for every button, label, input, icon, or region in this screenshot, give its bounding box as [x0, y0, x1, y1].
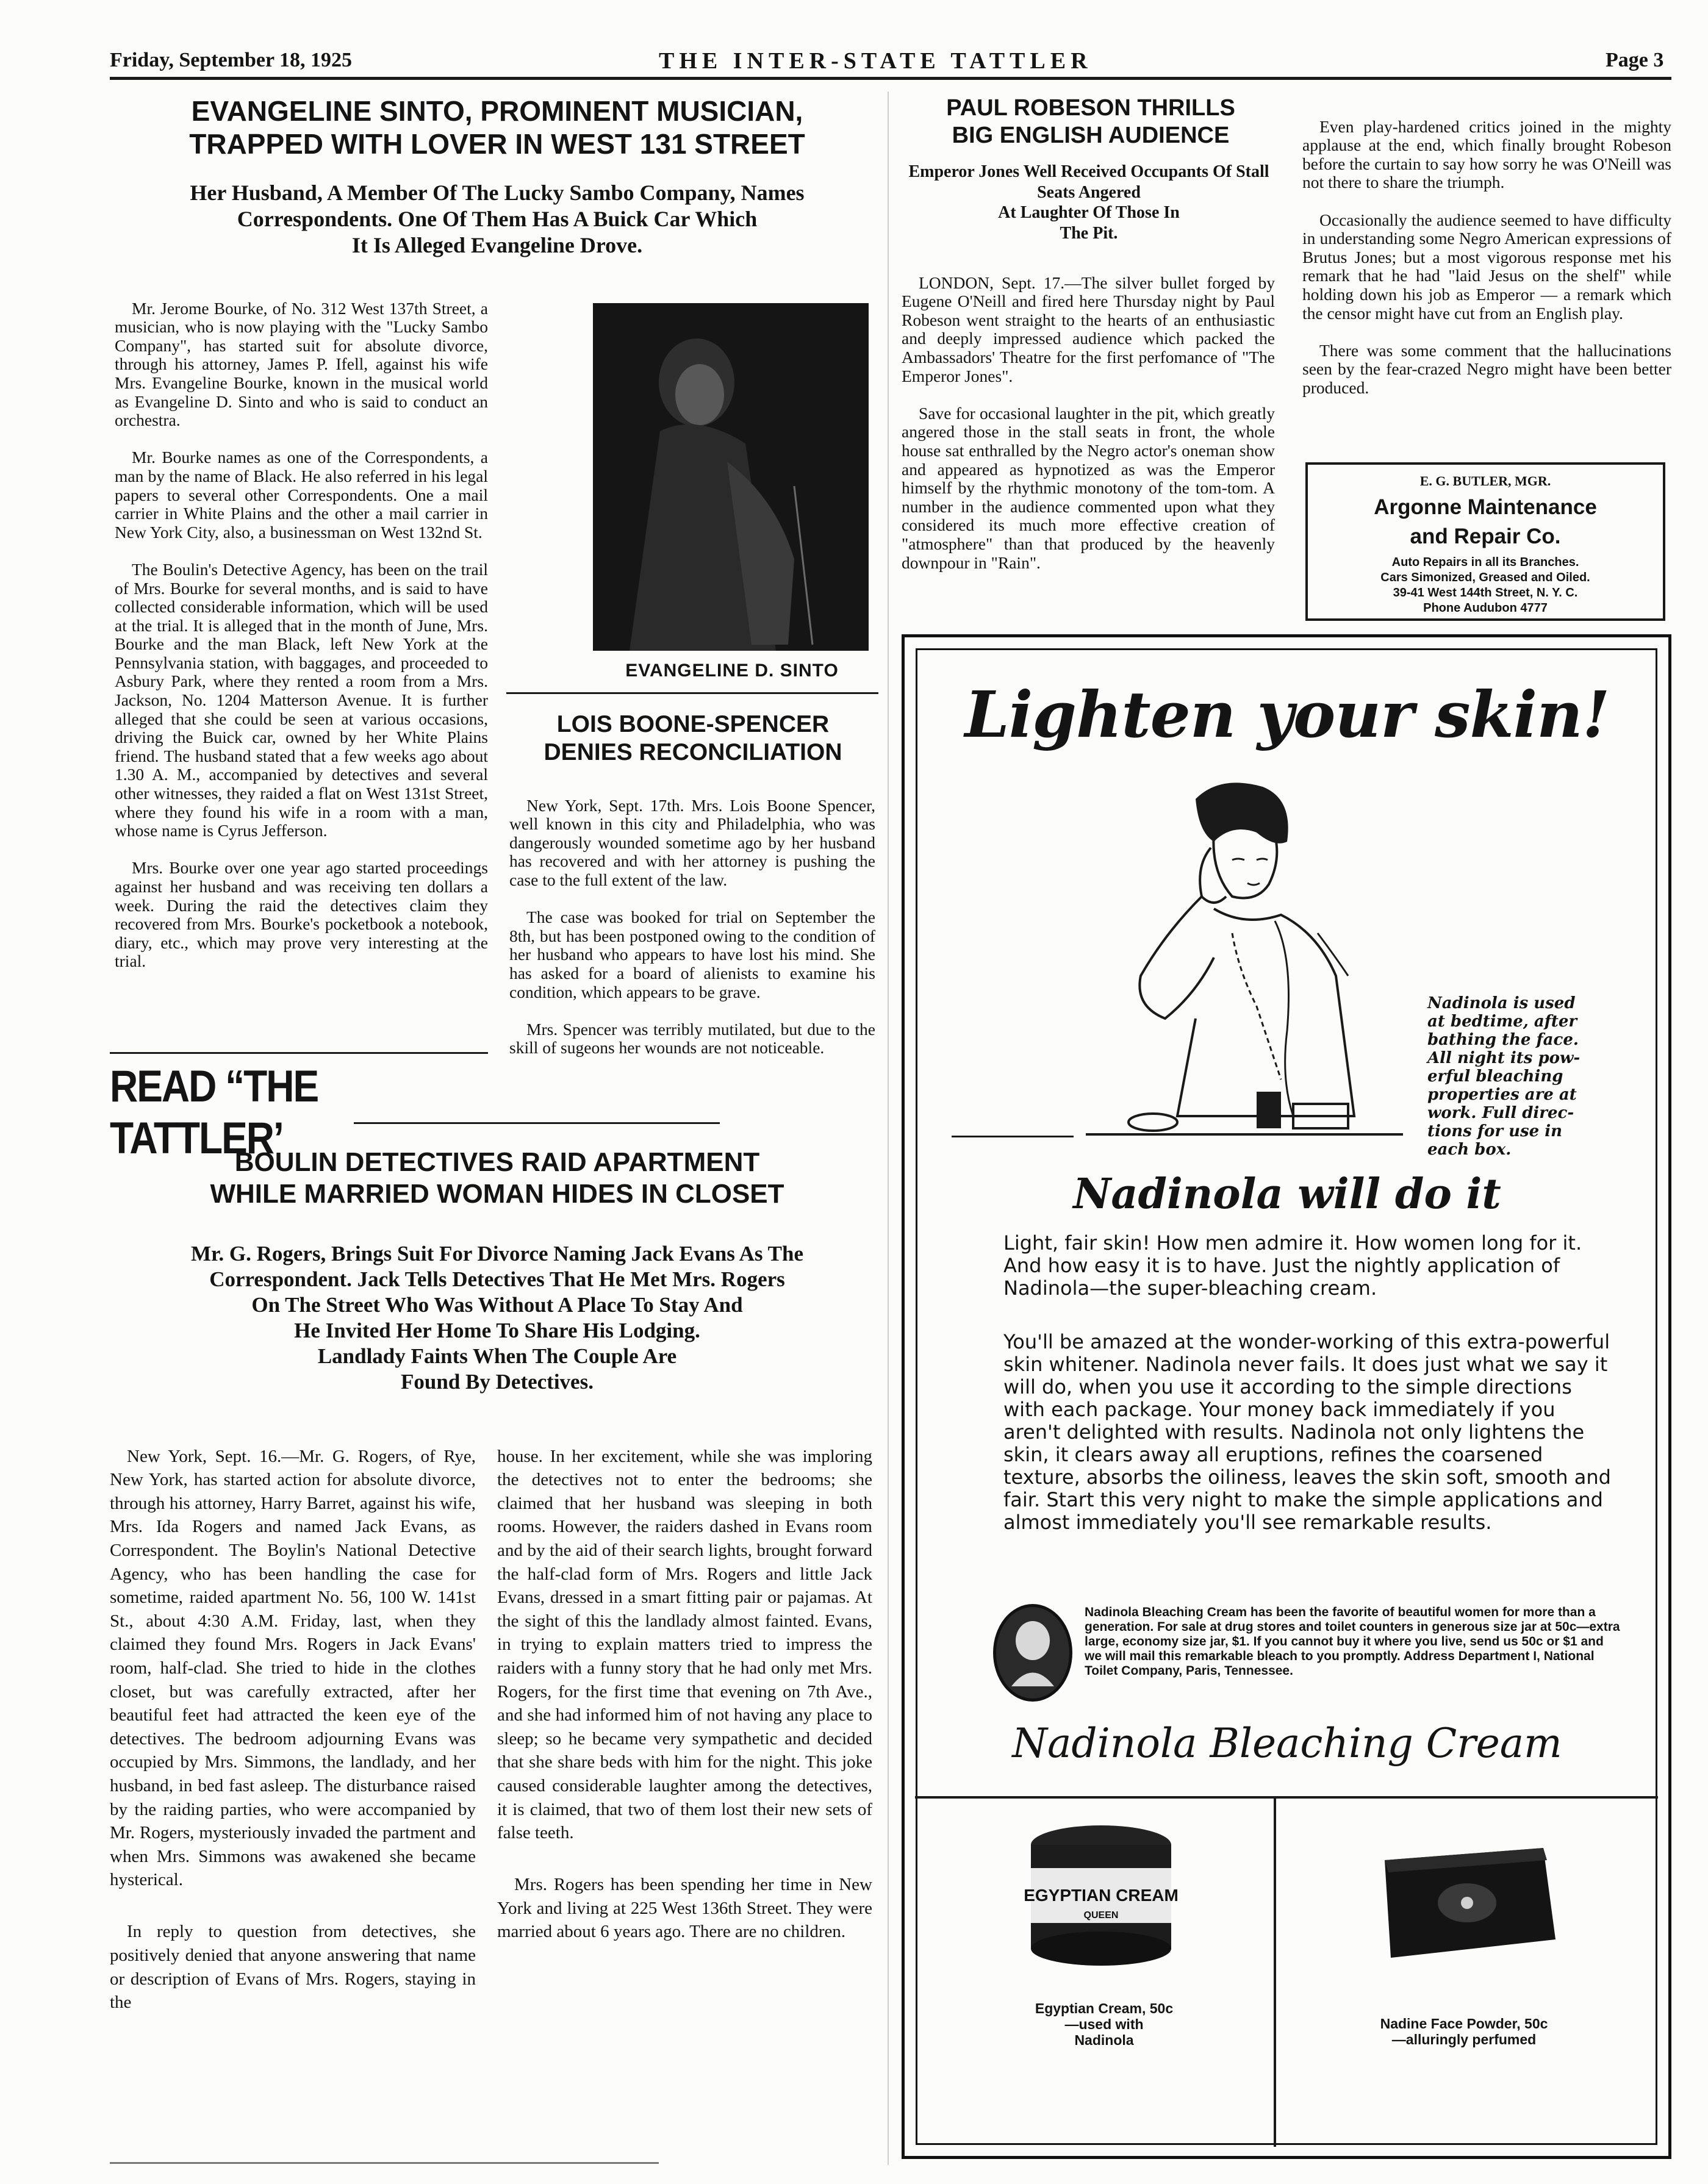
masthead-date: Friday, September 18, 1925	[110, 49, 352, 71]
sinto-photo	[593, 303, 869, 651]
robeson-paragraph: Save for occasional laughter in the pit, which greatly angered those in the stall seats in front, the whole house sat enthralled by the Negro actor's oneman show and appeared as hypnotized as was the Emperor himself by the rhythmic monotony of the tom-tom. A number in the audience commented upon what they considered its much more effective creation of "atmosphere" than that produced by the heavenly downpour in "Rain".	[902, 403, 1275, 572]
product-1-caption: Egyptian Cream, 50c —used with Nadinola	[1035, 2000, 1174, 2048]
sinto-paragraph: Mr. Bourke names as one of the Correspondents, a man by the name of Black. He also referred in his legal papers to several other Correspondents. One a mail carrier in White Plains and the other a mail carrier in New York City, also, a businessman on West 132nd St.	[115, 448, 488, 542]
robeson-paragraph: Occasionally the audience seemed to have difficulty in understanding some Negro American expressions of Brutus Jones; but a most vigorous response met his remark that he had "laid Jesus on the shelf" while holding down his job as Emperor — a remark which the censor might have cut from an English play.	[1302, 210, 1671, 323]
sinto-paragraph: Mrs. Bourke over one year ago started proceedings against her husband and was receiving ten dollars a week. During the raid the detectives claim they recovered from Mrs. Bourke's pocketbook a notebook, diary, etc., which may prove very interesting at the trial.	[115, 858, 488, 971]
cream-jar-icon	[1025, 1821, 1177, 1967]
face-powder-box	[1366, 1836, 1562, 1970]
nadinola-tagline: Nadinola will do it	[1073, 1170, 1501, 1219]
read-the-tattler-banner: READ “THE TATTLER’	[110, 1061, 318, 1164]
powder-box-icon	[1366, 1836, 1562, 1970]
nadinola-logo: Nadinola Bleaching Cream	[1012, 1720, 1562, 1767]
boulin-column-2	[497, 1421, 872, 1967]
robeson-column-1	[902, 255, 1275, 591]
boulin-paragraph: house. In her excitement, while she was imploring the detectives not to enter the bedrooms; she claimed that her husband was sleeping in both rooms. However, the raiders dashed in Evans room and by the aid of their search lights, brought forward the half-clad form of Mrs. Rogers and little Jack Evans, dressed in a smart fitting pair or pajamas. At the sight of this the landlady almost fainted. Evans, in trying to explain matters tried to impress the raiders with a funny story that he had only met Mrs. Rogers, for the first time that evening on 7th Ave., and she had informed him of not having any place to sleep; so he became very sympathetic and decided that she share beds with him for the night. This joke caused considerable laughter among the detectives, it is claimed, that two of them lost their new sets of false teeth.	[497, 1446, 872, 1843]
boone-paragraph: Mrs. Spencer was terribly mutilated, but due to the skill of sugeons her wounds are not noticeable.	[509, 1019, 875, 1058]
cameo-bust-icon	[996, 1607, 1069, 1699]
masthead-rule	[110, 77, 1671, 80]
jar-label: EGYPTIAN CREAM	[1025, 1886, 1177, 1905]
bottom-rule	[110, 2162, 659, 2164]
product-2-caption: Nadine Face Powder, 50c —alluringly perfumed	[1380, 2016, 1548, 2047]
boone-body	[509, 778, 875, 1076]
divider	[354, 1122, 720, 1124]
butler-company-name: Argonne Maintenance and Repair Co.	[1374, 495, 1597, 548]
divider	[110, 1052, 488, 1054]
nadinola-copy-2: You'll be amazed at the wonder-working of this extra-powerful skin whitener. Nadinola never fails. It does just what we say it will do, when you use it according to the simple directions with each package. Your money back immediately if you aren't delighted with results. Nadinola not only lightens the skin, it clears away all eruptions, refines the coarsened texture, absorbs the oiliness, leaves the skin soft, smooth and fair. Start this very night to make the simple applications and almost immediately you'll see remarkable results.	[1003, 1330, 1611, 1534]
robeson-paragraph: Even play-hardened critics joined in the mighty applause at the end, which finally brought Robeson before the curtain to say how sorry he was O'Neill was not there to share the triumph.	[1302, 116, 1671, 192]
nadinola-medallion	[993, 1604, 1072, 1702]
boulin-column-1	[110, 1421, 476, 2038]
butler-ad	[1305, 462, 1665, 621]
boone-paragraph: New York, Sept. 17th. Mrs. Lois Boone Spencer, well known in this city and Philadelphia, who was dangerously wounded sometime ago by her husband has recovered and with her attorney is pushing the case to the full extent of the law.	[509, 795, 875, 889]
egyptian-cream-jar	[1025, 1821, 1177, 1967]
robeson-column-2	[1302, 99, 1671, 416]
sinto-body	[115, 281, 488, 990]
boulin-deck: Mr. G. Rogers, Brings Suit For Divorce Naming Jack Evans As The Correspondent. Jack Tells Detectives That He Met Mrs. Rogers On The Street Who Was Without A Place To Stay And He Invited Her Home To Share His Lodging. Landlady Faints When The Couple Are Found By Detectives.	[190, 1242, 804, 1394]
robeson-paragraph: There was some comment that the hallucinations seen by the fear-crazed Negro might have been better produced.	[1302, 340, 1671, 397]
jar-sublabel: QUEEN	[1083, 1910, 1119, 1921]
sinto-paragraph: The Boulin's Detective Agency, has been on the trail of Mrs. Bourke for several months, and is said to have collected considerable information, which will be used at the trial. It is alleged that in the month of June, Mrs. Bourke and the man Black, left New York at the Pennsylvania station, with baggages, and proceeded to Asbury Park, where they rented a room from a Mrs. Jackson, No. 1204 Matterson Avenue. It is further alleged that she could be seen at various occasions, driving the Buick car, owned by her White Plains friend. The husband stated that a few weeks ago about 1.30 A. M., accompanied by detectives and several other witnesses, they raided a flat on West 131st Street, where they found his wife in a room with a man, whose name is Cyrus Jefferson.	[115, 559, 488, 840]
boulin-headline: BOULIN DETECTIVES RAID APARTMENT WHILE MARRIED WOMAN HIDES IN CLOSET	[210, 1147, 784, 1209]
divider	[1274, 1796, 1276, 2147]
robeson-paragraph: LONDON, Sept. 17.—The silver bullet forged by Eugene O'Neill and fired here Thursday night by Paul Robeson went straight to the hearts of an enthusiastic and deeply impressed audience which packed the Ambassadors' Theatre for the first perfomance of "The Emperor Jones".	[902, 273, 1275, 385]
masthead-title: THE INTER-STATE TATTLER	[659, 48, 1093, 74]
boulin-paragraph: New York, Sept. 16.—Mr. G. Rogers, of Rye, New York, has started action for absolute divorce, through his attorney, Harry Barret, against his wife, Mrs. Ida Rogers and named Jack Evans, as Correspondent. The Boylin's National Detective Agency, who has been handling the case for sometime, raided apartment No. 56, 100 W. 141st St., about 4:30 A.M. Friday, last, when they claimed they found Mrs. Rogers in Jack Evans' room, half-clad. She tried to hide in the clothes closet, but was carefully extracted, after her beautiful feet had attracted the keen eye of the detectives. The bedroom adjourning Evans was occupied by Mrs. Simmons, the landlady, and her husband, in bed fast asleep. The disturbance raised by the raiding parties, who were accompanied by Mr. Rogers, mysteriously invaded the partment and when Mrs. Simmons was awakened she became hysterical.	[110, 1446, 476, 1890]
butler-manager: E. G. BUTLER, MGR.	[1419, 473, 1551, 489]
nadinola-copy-1: Light, fair skin! How men admire it. How women long for it. And how easy it is to have. Just the nightly application of Nadinola—the super-bleaching cream.	[1003, 1231, 1582, 1300]
nadinola-side-note: Nadinola is used at bedtime, after bathing the face. All night its pow- erful bleaching properties are at work. Full direc- tions for use in each box.	[1427, 994, 1581, 1159]
masthead-page: Page 3	[1606, 49, 1664, 71]
boulin-paragraph: In reply to question from detectives, she positively denied that anyone answering that name or description of Evans of Mrs. Rogers, staying in the	[110, 1922, 476, 2013]
woman-portrait-image	[593, 303, 869, 651]
nadinola-fine-print: Nadinola Bleaching Cream has been the favorite of beautiful women for more than a generation. For sale at drug stores and toilet counters in generous size jar at 50c—extra large, economy size jar, $1. If you cannot buy it where you live, send us 50c or $1 and we will mail this remarkable bleach to you promptly. Address Department I, National Toilet Company, Paris, Tennessee.	[1085, 1605, 1620, 1678]
sinto-paragraph: Mr. Jerome Bourke, of No. 312 West 137th Street, a musician, who is now playing with the "Lucky Sambo Company", has started suit for absolute divorce, through his attorney, James P. Ifell, against his wife Mrs. Evangeline Bourke, known in the musical world as Evangeline D. Sinto and who is said to conduct an orchestra.	[115, 298, 488, 430]
boone-paragraph: The case was booked for trial on September the 8th, but has been postponed owing to the condition of her husband who appears to have lost his mind. She has asked for a board of alienists to examine his condition, which appears to be grave.	[509, 908, 875, 1001]
sinto-photo-caption: EVANGELINE D. SINTO	[625, 661, 839, 681]
divider	[952, 1136, 1074, 1137]
robeson-headline: PAUL ROBESON THRILLS BIG ENGLISH AUDIENCE	[946, 95, 1235, 148]
nadinola-headline: Lighten your skin!	[964, 677, 1610, 752]
column-rule	[888, 91, 889, 2165]
boulin-paragraph: Mrs. Rogers has been spending her time in New York and living at 225 West 136th Street. They were married about 6 years ago. There are no children.	[497, 1875, 872, 1942]
sinto-deck: Her Husband, A Member Of The Lucky Sambo Company, Names Correspondents. One Of Them Has A Buick Car Which It Is Alleged Evangeline Drove.	[190, 181, 805, 258]
boone-headline: LOIS BOONE-SPENCER DENIES RECONCILIATION	[544, 711, 842, 766]
butler-details: Auto Repairs in all its Branches. Cars Simonized, Greased and Oiled. 39-41 West 144th Street, N. Y. C. Phone Audubon 4777	[1380, 556, 1590, 615]
divider	[506, 692, 878, 694]
woman-illustration	[1074, 775, 1415, 1153]
divider	[915, 1796, 1658, 1799]
sinto-headline: EVANGELINE SINTO, PROMINENT MUSICIAN, TRAPPED WITH LOVER IN WEST 131 STREET	[189, 95, 805, 160]
robeson-deck: Emperor Jones Well Received Occupants Of Stall Seats Angered At Laughter Of Those In The Pit.	[908, 162, 1269, 243]
woman-applying-cream-image	[1074, 775, 1415, 1153]
